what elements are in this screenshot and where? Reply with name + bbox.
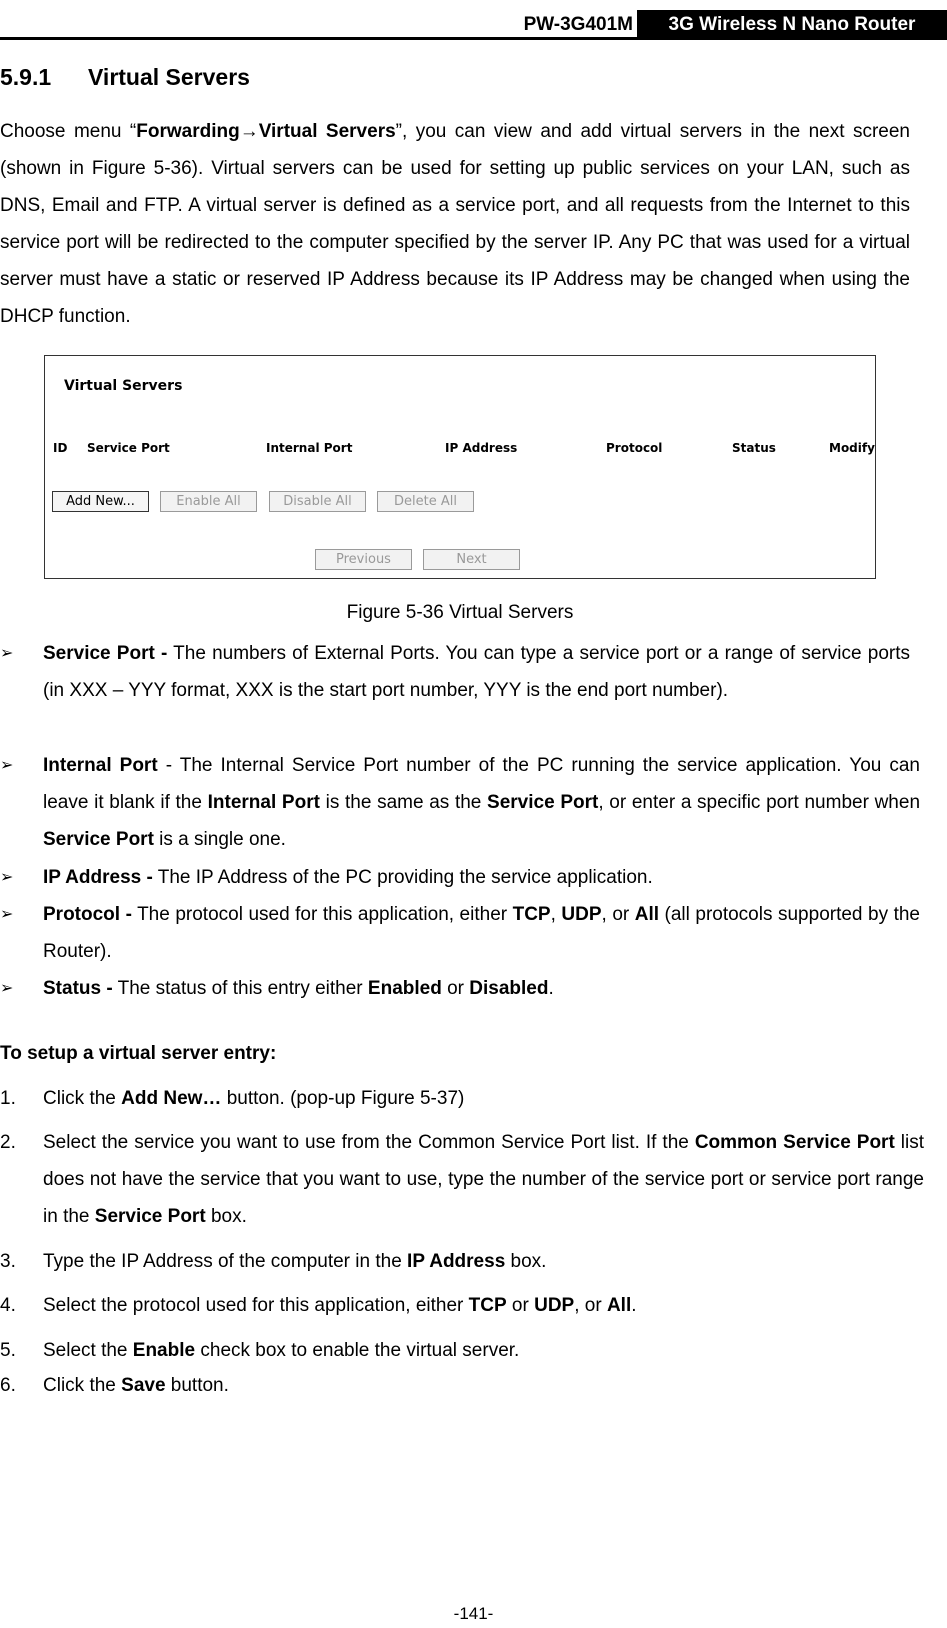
desc-service-port: The numbers of External Ports. You can type a service port or a range of service ports (in XXX – YYY format, XXX is the start port number, YYY is the end port number). [43,643,910,701]
step-6 [0,1367,924,1404]
term-service-port: Service Port - [43,643,168,664]
step-text: box. [205,1206,247,1227]
step-bold: Enable [132,1340,196,1361]
step-text: Type the IP Address of the computer in the [43,1251,408,1272]
header-model: PW-3G401M [523,14,633,35]
step-bold: Common Service Port [694,1132,895,1153]
bullet-arrow-icon: ➢ [0,906,14,923]
desc-part: is a single one. [153,829,286,850]
bullet-protocol [0,896,920,970]
step-bold: IP Address [407,1251,506,1272]
step-text: Click the [43,1088,122,1109]
term-status: Status - [43,978,113,999]
section-heading: Virtual Servers [88,64,250,90]
column-id: ID [53,441,68,455]
previous-button[interactable]: Previous [315,549,412,570]
desc-part: The status of this entry either [112,978,368,999]
desc-part: - The Internal Service Port number of the PC running the service application. You can leave it blank if the [43,755,921,813]
step-number: 1. [0,1088,16,1109]
column-internal-port: Internal Port [266,441,353,455]
term-internal-port: Internal Port [43,755,158,776]
desc-ip-address: The IP Address of the PC providing the service application. [152,867,653,888]
delete-all-button[interactable]: Delete All [377,491,474,512]
step-text: , or [574,1295,607,1316]
desc-part: (all protocols supported by the Router). [43,904,921,962]
step-number: 2. [0,1132,16,1153]
header-rule [0,37,947,40]
step-2 [0,1124,924,1235]
step-5 [0,1332,924,1369]
desc-bold: Service Port [43,829,154,850]
bullet-arrow-icon: ➢ [0,869,14,886]
step-text: list does not have the service that you want to use, type the number of the service port or service port range in the [43,1132,925,1227]
desc-part: , or enter a specific port number when [598,792,921,813]
bullet-arrow-icon: ➢ [0,980,14,997]
step-text: Select the [43,1340,133,1361]
desc-part: or [441,978,470,999]
column-protocol: Protocol [606,441,663,455]
step-bold: Save [121,1375,166,1396]
step-number: 5. [0,1340,16,1361]
step-text: Select the service you want to use from the Common Service Port list. If the [43,1132,695,1153]
bullet-service-port [0,635,920,709]
column-status: Status [732,441,776,455]
step-text: button. (pop-up Figure 5-37) [221,1088,465,1109]
bullet-ip-address [0,859,920,896]
step-bold: Add New… [121,1088,222,1109]
steps-title: To setup a virtual server entry: [0,1043,277,1064]
disable-all-button[interactable]: Disable All [269,491,366,512]
bullet-internal-port [0,747,920,858]
add-new-button[interactable]: Add New... [52,491,149,512]
step-text: . [631,1295,637,1316]
column-modify: Modify [829,441,875,455]
step-number: 3. [0,1251,16,1272]
step-text: button. [165,1375,229,1396]
step-number: 4. [0,1295,16,1316]
step-4 [0,1287,924,1324]
column-ip-address: IP Address [445,441,518,455]
bullet-arrow-icon: ➢ [0,645,14,662]
desc-bold: Enabled [367,978,442,999]
step-text: Click the [43,1375,122,1396]
section-number: 5.9.1 [0,64,52,90]
step-bold: Service Port [94,1206,206,1227]
desc-part: is the same as the [319,792,488,813]
step-number: 6. [0,1375,16,1396]
enable-all-button[interactable]: Enable All [160,491,257,512]
desc-bold: Internal Port [207,792,320,813]
intro-pre: Choose menu “ [0,121,137,142]
intro-menu-path: Forwarding→Virtual Servers [136,121,396,142]
desc-part: The protocol used for this application, either [131,904,513,925]
bullet-status [0,970,920,1007]
desc-part: , or [601,904,635,925]
desc-bold: Disabled [469,978,549,999]
desc-part: . [548,978,554,999]
bullet-arrow-icon: ➢ [0,757,14,774]
step-1 [0,1080,924,1117]
step-text: check box to enable the virtual server. [195,1340,520,1361]
intro-paragraph [0,113,910,335]
header-product: 3G Wireless N Nano Router [637,10,947,40]
term-protocol: Protocol - [43,904,132,925]
step-text: or [506,1295,535,1316]
virtual-servers-screenshot [44,355,876,579]
step-text: box. [505,1251,547,1272]
next-button[interactable]: Next [423,549,520,570]
page-header [0,10,947,40]
desc-bold: Service Port [487,792,599,813]
desc-bold: TCP [512,904,551,925]
section-title [0,64,250,91]
desc-bold: All [634,904,660,925]
term-ip-address: IP Address - [43,867,153,888]
page-number: -141- [453,1604,494,1623]
step-3 [0,1243,924,1280]
desc-part: , [550,904,562,925]
step-bold: TCP [468,1295,507,1316]
step-bold: UDP [534,1295,575,1316]
step-text: Select the protocol used for this application, either [43,1295,469,1316]
figure-caption: Figure 5-36 Virtual Servers [346,602,574,623]
column-service-port: Service Port [87,441,170,455]
intro-post: ”, you can view and add virtual servers in the next screen (shown in Figure 5-36). Virtual servers can be used for setting up public services on your LAN, such as DNS, Email and FTP. A virtual server is defined as a service port, and all requests from the Internet to this service port will be redirected to the computer specified by the server IP. Any PC that was used for a virtual server must have a static or reserved IP Address because its IP Address may be changed when using the DHCP function. [0,121,910,327]
figure-title: Virtual Servers [64,378,183,394]
step-bold: All [606,1295,632,1316]
desc-bold: UDP [561,904,602,925]
